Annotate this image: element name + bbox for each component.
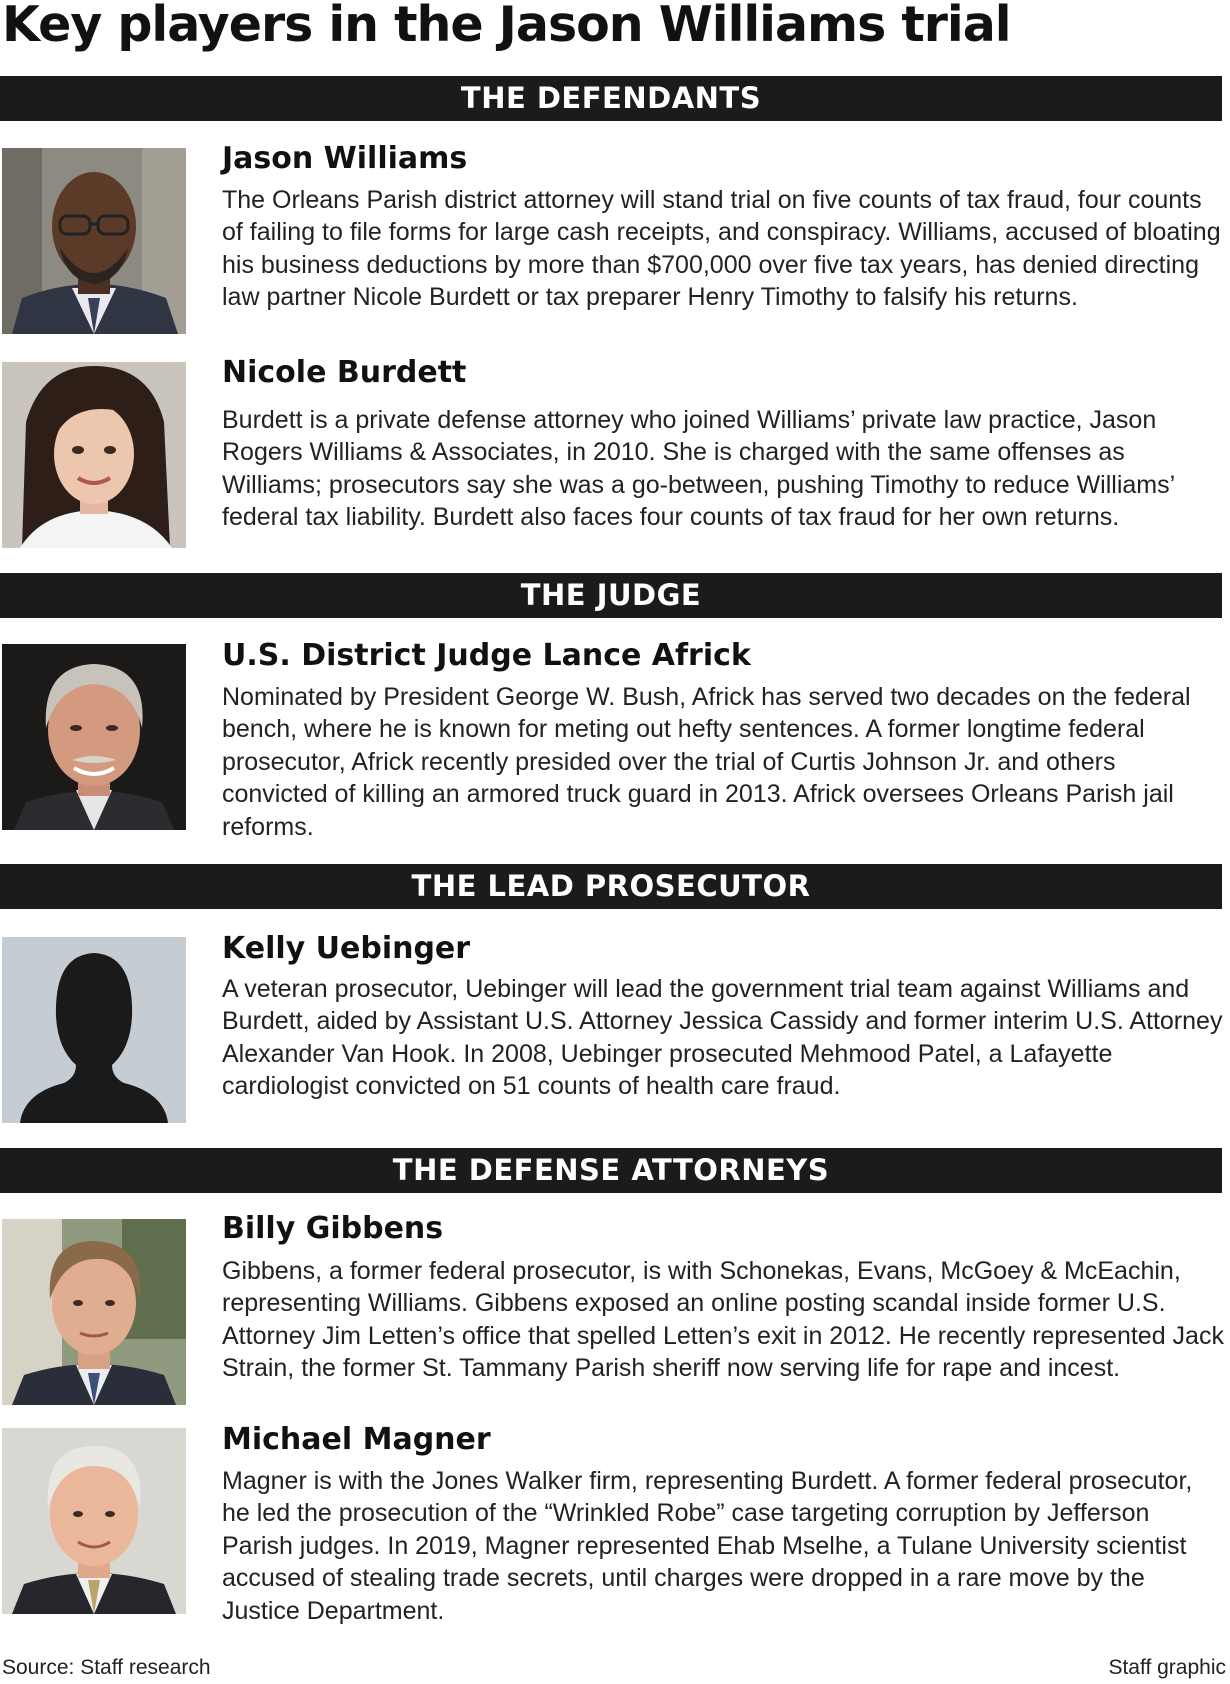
- portrait-africk: [2, 644, 186, 830]
- section-heading-lead-prosecutor: THE LEAD PROSECUTOR: [0, 864, 1222, 909]
- player-photo-africk: [2, 644, 186, 830]
- player-name-burdett: Nicole Burdett: [222, 355, 467, 390]
- player-photo-gibbens: [2, 1219, 186, 1405]
- player-bio-magner: Magner is with the Jones Walker firm, representing Burdett. A former federal prosecutor, he led the prosecution of the “Wrinkled Robe” case targeting corruption by Jefferson Parish judges. In 2019, Magner represented Ehab Mselhe, a Tulane University scientist accused of stealing trade secrets, until charges were dropped in a rare move by the Justice Department.: [222, 1467, 1193, 1625]
- player-bio-burdett: Burdett is a private defense attorney who joined Williams’ private law practice, Jason Rogers Williams & Associates, in 2010. She is charged with the same offenses as Williams; prosecutors say she was a go-between, pushing Timothy to reduce Williams’ federal tax liability. Burdett also faces four counts of tax fraud for her own returns.: [222, 406, 1175, 532]
- player-bio-africk: Nominated by President George W. Bush, Africk has served two decades on the federal bench, where he is known for meting out hefty sentences. A former longtime federal prosecutor, Africk recently presided over the trial of Curtis Johnson Jr. and others convicted of killing an armored truck guard in 2013. Africk oversees Orleans Parish jail reforms.: [222, 683, 1191, 841]
- portrait-magner: [2, 1428, 186, 1614]
- silhouette-placeholder-icon: [2, 937, 186, 1123]
- player-name-gibbens: Billy Gibbens: [222, 1211, 444, 1246]
- source-note: Source: Staff research: [2, 1656, 211, 1679]
- player-bio-gibbens: Gibbens, a former federal prosecutor, is with Schonekas, Evans, McGoey & McEachin, representing Williams. Gibbens exposed an online posting scandal inside former U.S. Attorney Jim Letten’s office that spelled Letten’s exit in 2012. He recently represented Jack Strain, the former St. Tammany Parish sheriff now serving life for rape and incest.: [222, 1257, 1224, 1383]
- player-bio-uebinger: A veteran prosecutor, Uebinger will lead the government trial team against Williams and Burdett, aided by Assistant U.S. Attorney Jessica Cassidy and former interim U.S. Attorney Alexander Van Hook. In 2008, Uebinger prosecuted Mehmood Patel, a Lafayette cardiologist convicted on 51 counts of health care fraud.: [222, 975, 1223, 1101]
- player-photo-uebinger: [2, 937, 186, 1123]
- section-heading-judge: THE JUDGE: [0, 573, 1222, 618]
- portrait-gibbens: [2, 1219, 186, 1405]
- player-name-uebinger: Kelly Uebinger: [222, 931, 471, 966]
- player-name-williams: Jason Williams: [222, 141, 468, 176]
- player-name-magner: Michael Magner: [222, 1422, 491, 1457]
- player-photo-williams: [2, 148, 186, 334]
- player-name-africk: U.S. District Judge Lance Africk: [222, 638, 751, 673]
- page-title: Key players in the Jason Williams trial: [2, 0, 1011, 53]
- player-photo-magner: [2, 1428, 186, 1614]
- portrait-burdett: [2, 362, 186, 548]
- credit-note: Staff graphic: [1108, 1656, 1226, 1679]
- player-photo-burdett: [2, 362, 186, 548]
- section-heading-defendants: THE DEFENDANTS: [0, 76, 1222, 121]
- section-heading-defense-attorneys: THE DEFENSE ATTORNEYS: [0, 1148, 1222, 1193]
- portrait-williams: [2, 148, 186, 334]
- player-bio-williams: The Orleans Parish district attorney will stand trial on five counts of tax fraud, four counts of failing to file forms for large cash receipts, and conspiracy. Williams, accused of bloating his business deductions by more than $700,000 over five tax years, has denied directing law partner Nicole Burdett or tax preparer Henry Timothy to falsify his returns.: [222, 186, 1221, 312]
